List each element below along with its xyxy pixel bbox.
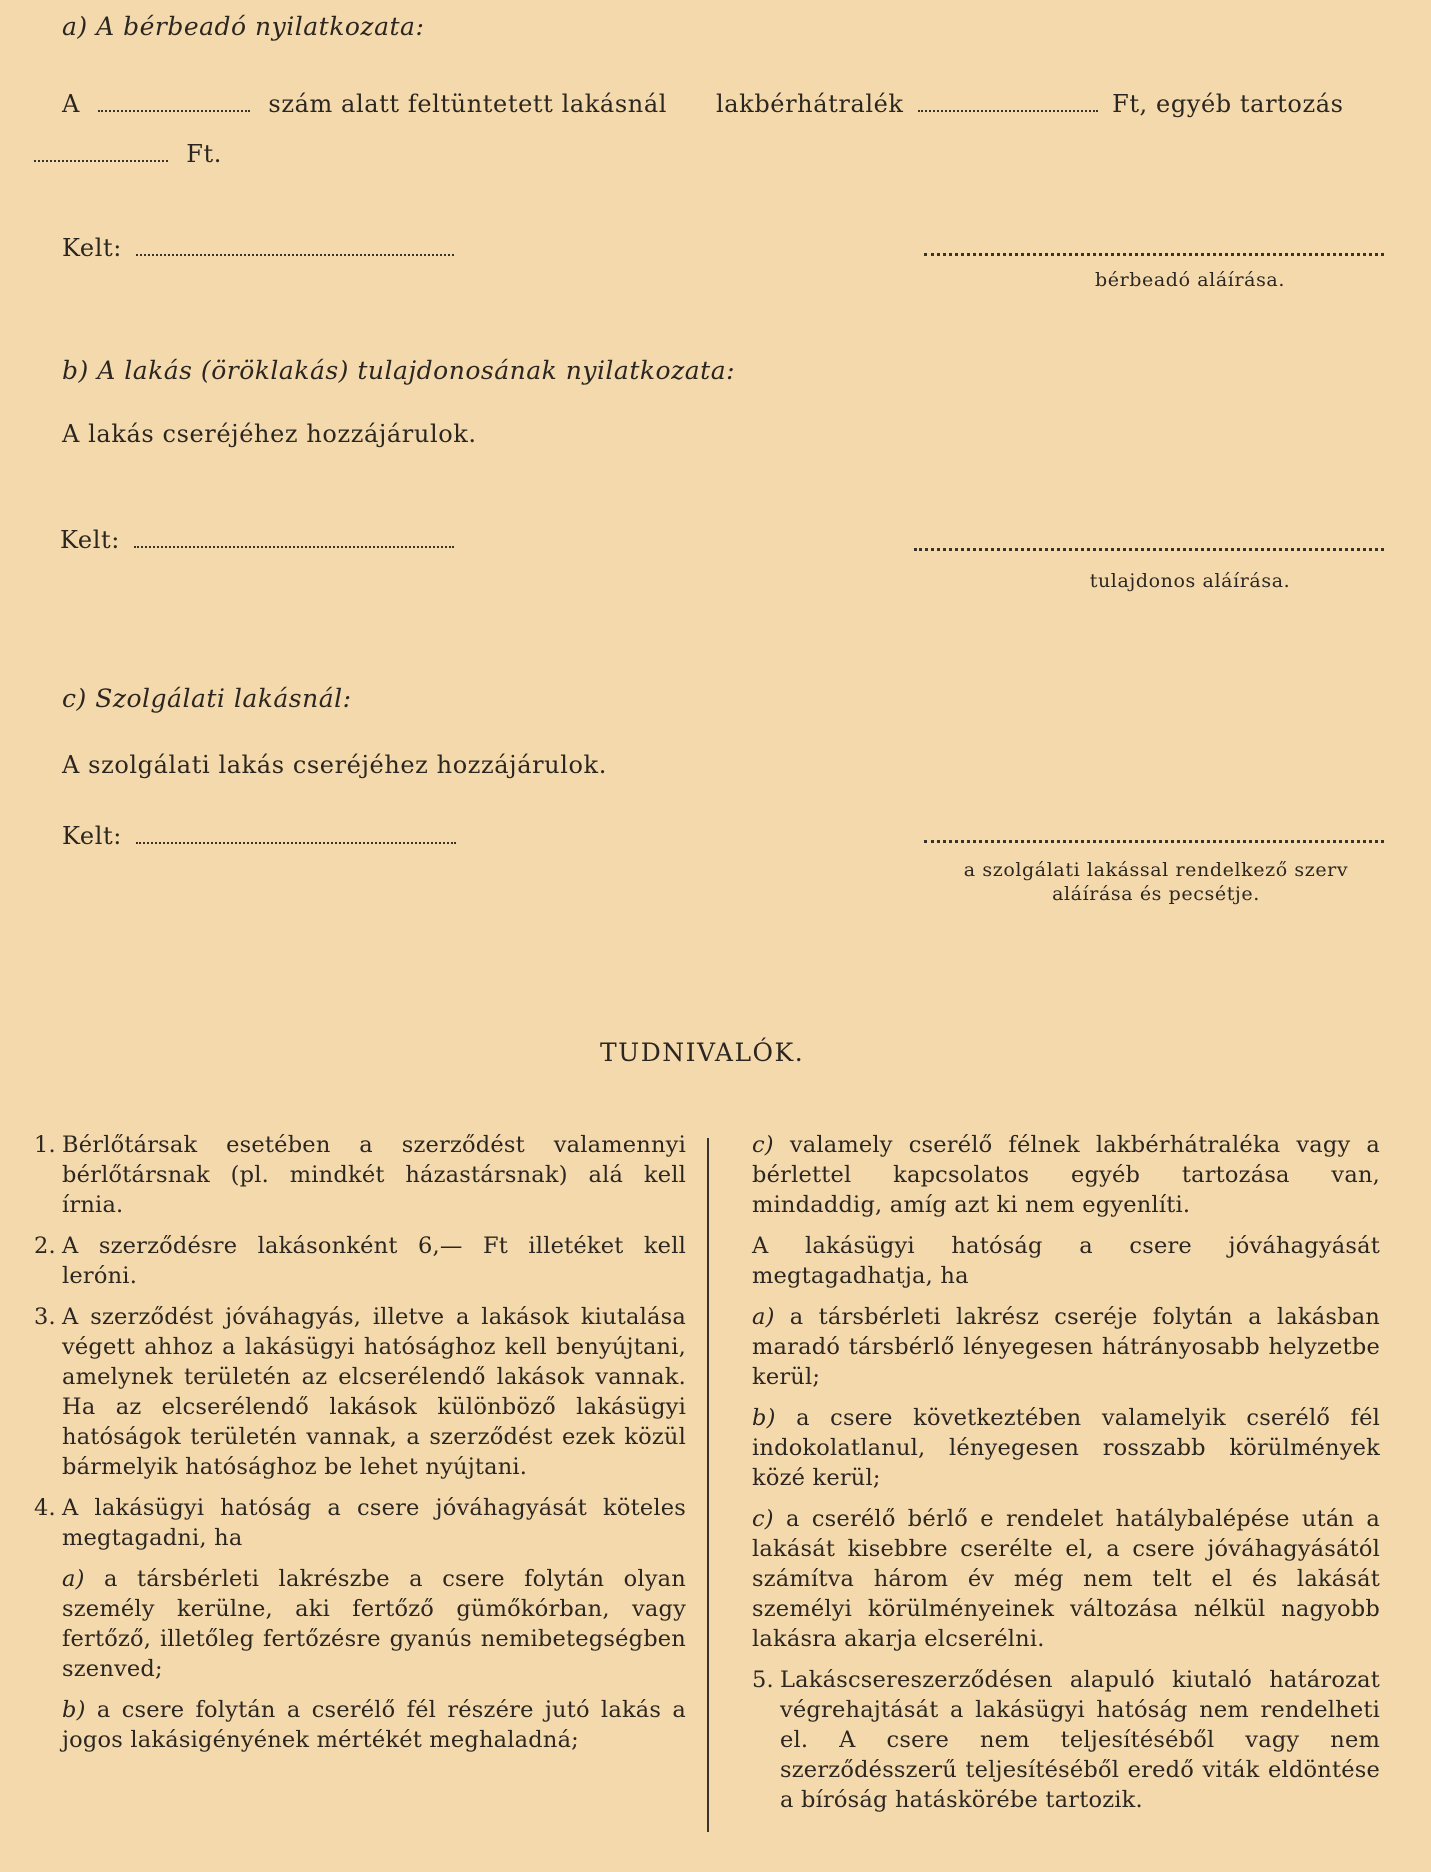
owner-signature-line[interactable] (914, 546, 1384, 551)
sub-label: a) (62, 1566, 85, 1592)
notes-right-column (752, 1130, 1380, 1826)
kelt-label: Kelt: (60, 526, 120, 554)
other-debt-label: Ft, egyéb tartozás (1112, 90, 1344, 118)
authority-signature-label (926, 858, 1386, 906)
section-a-line2 (34, 140, 222, 168)
note-text: A szerződésre lakásonként 6,— Ft illetéket kell leróni. (62, 1233, 686, 1289)
note-text: Lakáscsereszerződésen alapuló kiutaló határozat végrehajtását a lakásügyi hatóság nem rendelheti el. A csere nem teljesítéséből vagy nem szerződésszerű teljesítéséből eredő viták eldöntése a bíróság hatáskörébe tartozik. (780, 1667, 1380, 1813)
sub-text: a társbérleti lakrészbe a csere folytán olyan személy kerülne, aki fertőző gümőkórban, vagy fertőző, illetőleg fertőzésre gyanús nemibetegségben szenved; (62, 1566, 686, 1682)
section-a-text: szám alatt feltüntetett lakásnál (268, 90, 668, 118)
section-a-date-blank[interactable] (136, 234, 454, 256)
authority-signature-line[interactable] (924, 838, 1384, 843)
ft-label: Ft. (186, 140, 222, 168)
section-c-statement: A szolgálati lakás cseréjéhez hozzájárulok. (62, 751, 607, 779)
note-number: 2. (34, 1233, 56, 1259)
sub-text: a csere következtében valamelyik cserélő fél indokolatlanul, lényegesen rosszabb körülmények közé kerül; (752, 1405, 1380, 1491)
sub-text: a cserélő bérlő e rendelet hatálybalépése után a lakását kisebbre cserélte el, a csere jóváhagyásától számítva három év még nem telt el és lakását személyi körülményeinek változása nélkül nagyobb lakásra akarja elcserélni. (752, 1506, 1380, 1652)
sub-text: valamely cserélő félnek lakbérhátraléka vagy a bérlettel kapcsolatos egyéb tartozása van, mindaddig, amíg azt ki nem egyenlíti. (752, 1132, 1380, 1218)
landlord-signature-line[interactable] (924, 251, 1384, 256)
landlord-signature-label: bérbeadó aláírása. (1094, 269, 1285, 291)
note-text: Bérlőtársak esetében a szerződést valamennyi bérlőtársnak (pl. mindkét házastársnak) alá kell írnia. (62, 1132, 686, 1218)
sub-label: a) (752, 1304, 775, 1330)
arrears-amount-blank[interactable] (918, 90, 1098, 112)
note-text: A lakásügyi hatóság a csere jóváhagyását köteles megtagadni, ha (62, 1495, 686, 1551)
note-may-refuse-a (752, 1302, 1380, 1392)
section-a-heading: a) A bérbeadó nyilatkozata: (62, 12, 425, 41)
kelt-label: Kelt: (62, 822, 122, 850)
notes-title: TUDNIVALÓK. (600, 1038, 805, 1067)
owner-signature-label: tulajdonos aláírása. (1089, 570, 1291, 592)
sub-text: a társbérleti lakrész cseréje folytán a lakásban maradó társbérlő lényegesen hátrányosabb helyzetbe kerül; (752, 1304, 1380, 1390)
sub-label: b) (752, 1405, 776, 1431)
section-b-kelt (60, 526, 454, 554)
section-b-statement: A lakás cseréjéhez hozzájárulok. (62, 420, 477, 448)
note-item-1 (34, 1130, 686, 1220)
kelt-label: Kelt: (62, 234, 122, 262)
note-may-refuse-b (752, 1403, 1380, 1493)
note-may-refuse-c (752, 1504, 1380, 1654)
notes-left-column (34, 1130, 686, 1766)
section-b-date-blank[interactable] (134, 526, 454, 548)
other-debt-amount-blank[interactable] (34, 140, 168, 162)
authority-signature-label-line2: aláírása és pecsétje. (1052, 883, 1260, 905)
sub-label: c) (752, 1506, 774, 1532)
section-c-heading: c) Szolgálati lakásnál: (62, 684, 352, 713)
note-4a (62, 1564, 686, 1684)
section-a-kelt (62, 234, 454, 262)
note-item-2 (34, 1231, 686, 1291)
note-4c (752, 1130, 1380, 1220)
section-b-heading: b) A lakás (öröklakás) tulajdonosának nyilatkozata: (62, 356, 736, 385)
section-a-line1-end (716, 90, 1344, 118)
section-c-kelt (62, 822, 456, 850)
section-a-line1-start (62, 90, 667, 118)
note-item-5 (752, 1665, 1380, 1815)
sub-label: c) (752, 1132, 774, 1158)
note-item-3 (34, 1302, 686, 1482)
section-a-letter: A (62, 90, 80, 118)
note-number: 1. (34, 1132, 56, 1158)
authority-signature-label-line1: a szolgálati lakással rendelkező szerv (963, 859, 1349, 881)
note-number: 4. (34, 1495, 56, 1521)
note-4b (62, 1695, 686, 1755)
arrears-label: lakbérhátralék (716, 90, 904, 118)
note-number: 5. (752, 1667, 774, 1693)
note-item-4 (34, 1493, 686, 1755)
sub-text: a csere folytán a cserélő fél részére jutó lakás a jogos lakásigényének mértékét meghaladná; (62, 1697, 686, 1753)
column-divider (707, 1138, 709, 1832)
section-c-date-blank[interactable] (136, 822, 456, 844)
note-number: 3. (34, 1304, 56, 1330)
apartment-number-blank[interactable] (98, 90, 250, 112)
note-text: A szerződést jóváhagyás, illetve a lakások kiutalása végett ahhoz a lakásügyi hatósághoz kell benyújtani, amelynek területén az elcserélendő lakások vannak. Ha az elcserélendő lakások különböző lakásügyi hatóságok területén vannak, a szerződést ezek közül bármelyik hatósághoz be lehet nyújtani. (62, 1304, 686, 1480)
note-may-refuse-intro: A lakásügyi hatóság a csere jóváhagyását megtagadhatja, ha (752, 1233, 1380, 1289)
sub-label: b) (62, 1697, 86, 1723)
